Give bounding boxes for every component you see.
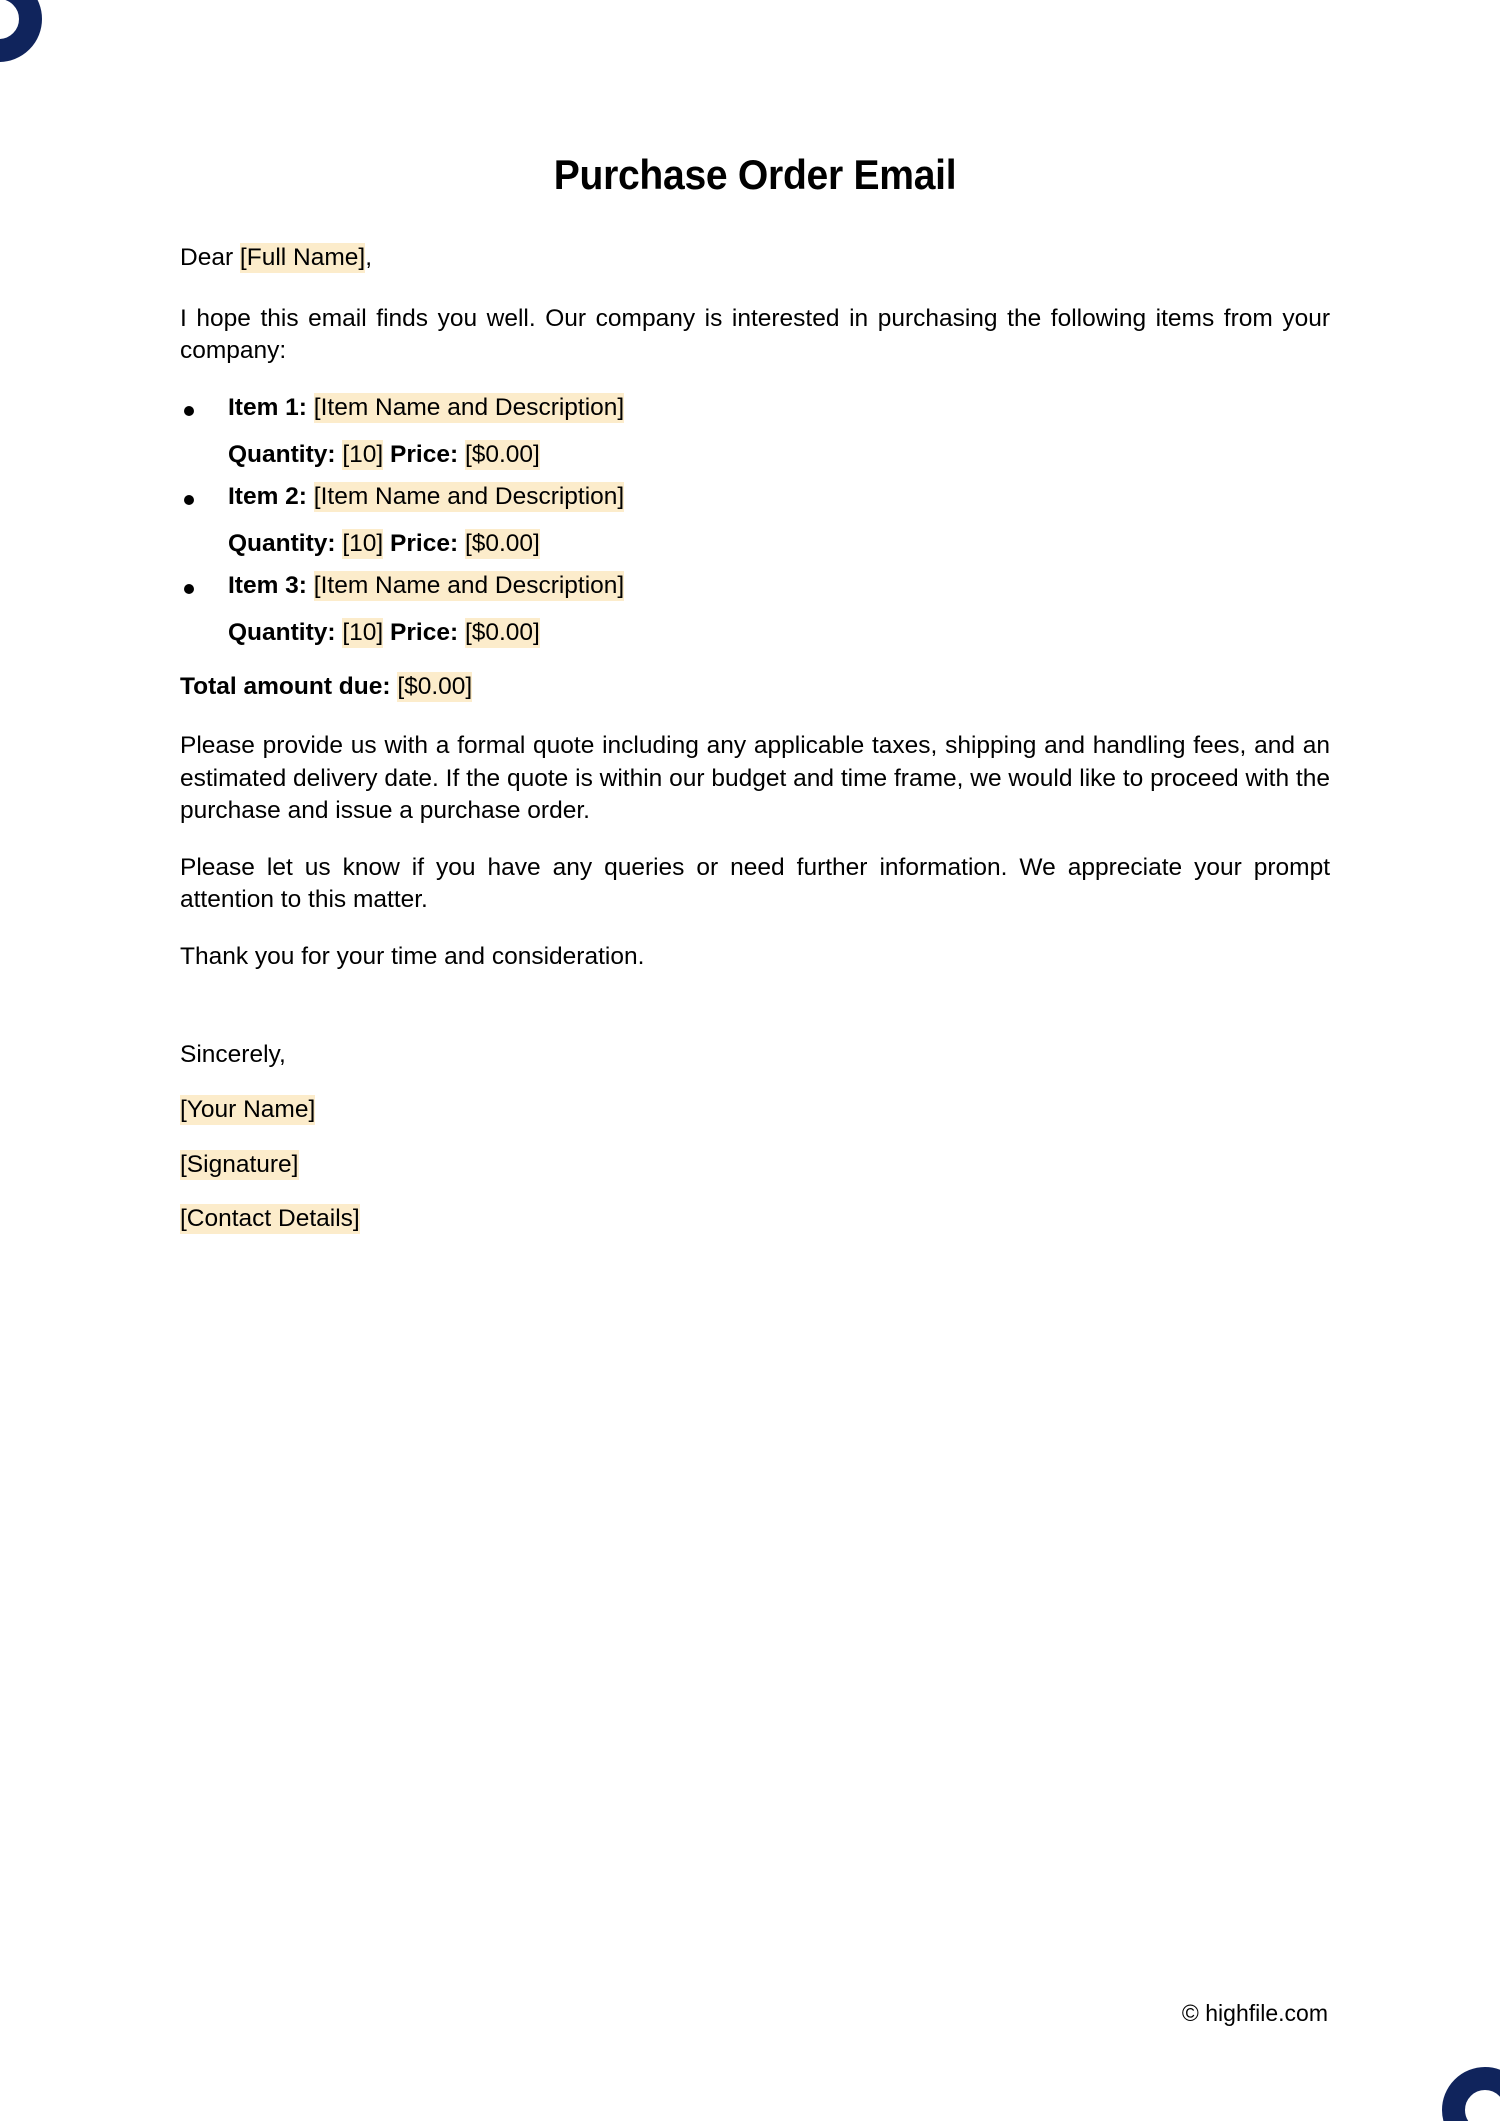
quote-request-paragraph: Please provide us with a formal quote including any applicable taxes, shipping and handling fees, and an estimated delivery date. If the quote is within our budget and time frame, we would like to proceed with the purchase and issue a purchase order.: [180, 731, 1330, 825]
price-label: Price:: [390, 529, 459, 557]
contact-details-placeholder[interactable]: [Contact Details]: [180, 1205, 360, 1233]
item-qty-price-line: [228, 439, 1330, 472]
signature-block: [180, 1039, 1330, 1235]
item-label: Item 3:: [228, 572, 307, 600]
thank-you-paragraph: Thank you for your time and consideration.: [180, 942, 645, 970]
document-content: [180, 0, 1330, 1258]
quantity-label: Quantity:: [228, 529, 336, 557]
item-title-line: [228, 481, 1330, 514]
price-placeholder[interactable]: [$0.00]: [464, 618, 540, 646]
list-item: [180, 392, 1330, 471]
total-amount-placeholder[interactable]: [$0.00]: [397, 673, 473, 701]
signature-spacer: [180, 997, 1330, 1039]
item-label: Item 2:: [228, 483, 307, 511]
space: [383, 441, 390, 468]
quantity-label: Quantity:: [228, 440, 336, 468]
space: [307, 572, 314, 599]
quantity-placeholder[interactable]: [10]: [342, 529, 384, 557]
space: [383, 530, 390, 557]
sender-name-placeholder[interactable]: [Your Name]: [180, 1096, 316, 1124]
highfile-ring-logo-icon: [0, 0, 42, 62]
price-placeholder[interactable]: [$0.00]: [464, 440, 540, 468]
quantity-placeholder[interactable]: [10]: [342, 440, 384, 468]
signature-placeholder[interactable]: [Signature]: [180, 1150, 299, 1178]
total-amount-label: Total amount due:: [180, 673, 391, 701]
highfile-ring-logo-icon: [1442, 2067, 1500, 2121]
space: [307, 394, 314, 421]
intro-paragraph: I hope this email finds you well. Our company is interested in purchasing the following items from your company:: [180, 304, 1330, 365]
list-item: [180, 481, 1330, 560]
item-qty-price-line: [228, 528, 1330, 561]
item-description-placeholder[interactable]: [Item Name and Description]: [313, 393, 625, 421]
closing-line: Sincerely,: [180, 1041, 286, 1069]
letter-body: [180, 198, 1330, 1236]
salutation-line: [180, 242, 1330, 275]
item-description-placeholder[interactable]: [Item Name and Description]: [313, 572, 625, 600]
quantity-label: Quantity:: [228, 618, 336, 646]
quantity-placeholder[interactable]: [10]: [342, 618, 384, 646]
purchase-items-list: [180, 392, 1330, 649]
queries-paragraph: Please let us know if you have any queries or need further information. We appreciate your prompt attention to this matter.: [180, 853, 1330, 914]
price-label: Price:: [390, 440, 459, 468]
signature-line: [180, 1149, 1330, 1182]
total-amount-line: [180, 671, 1330, 704]
space: [307, 483, 314, 510]
item-title-line: [228, 570, 1330, 603]
item-title-line: [228, 392, 1330, 425]
space: [458, 619, 465, 646]
space: [458, 530, 465, 557]
sender-name-line: [180, 1094, 1330, 1127]
space: [458, 441, 465, 468]
recipient-name-placeholder[interactable]: [Full Name]: [239, 244, 366, 272]
contact-details-line: [180, 1203, 1330, 1236]
footer-copyright: © highfile.com: [1181, 2000, 1328, 2027]
page-title: Purchase Order Email: [553, 151, 957, 198]
item-description-placeholder[interactable]: [Item Name and Description]: [313, 483, 625, 511]
list-item: [180, 570, 1330, 649]
price-label: Price:: [390, 618, 459, 646]
salutation-comma: ,: [365, 244, 372, 272]
salutation-greeting: Dear: [180, 244, 240, 272]
item-qty-price-line: [228, 617, 1330, 650]
price-placeholder[interactable]: [$0.00]: [464, 529, 540, 557]
item-label: Item 1:: [228, 393, 307, 421]
space: [383, 619, 390, 646]
